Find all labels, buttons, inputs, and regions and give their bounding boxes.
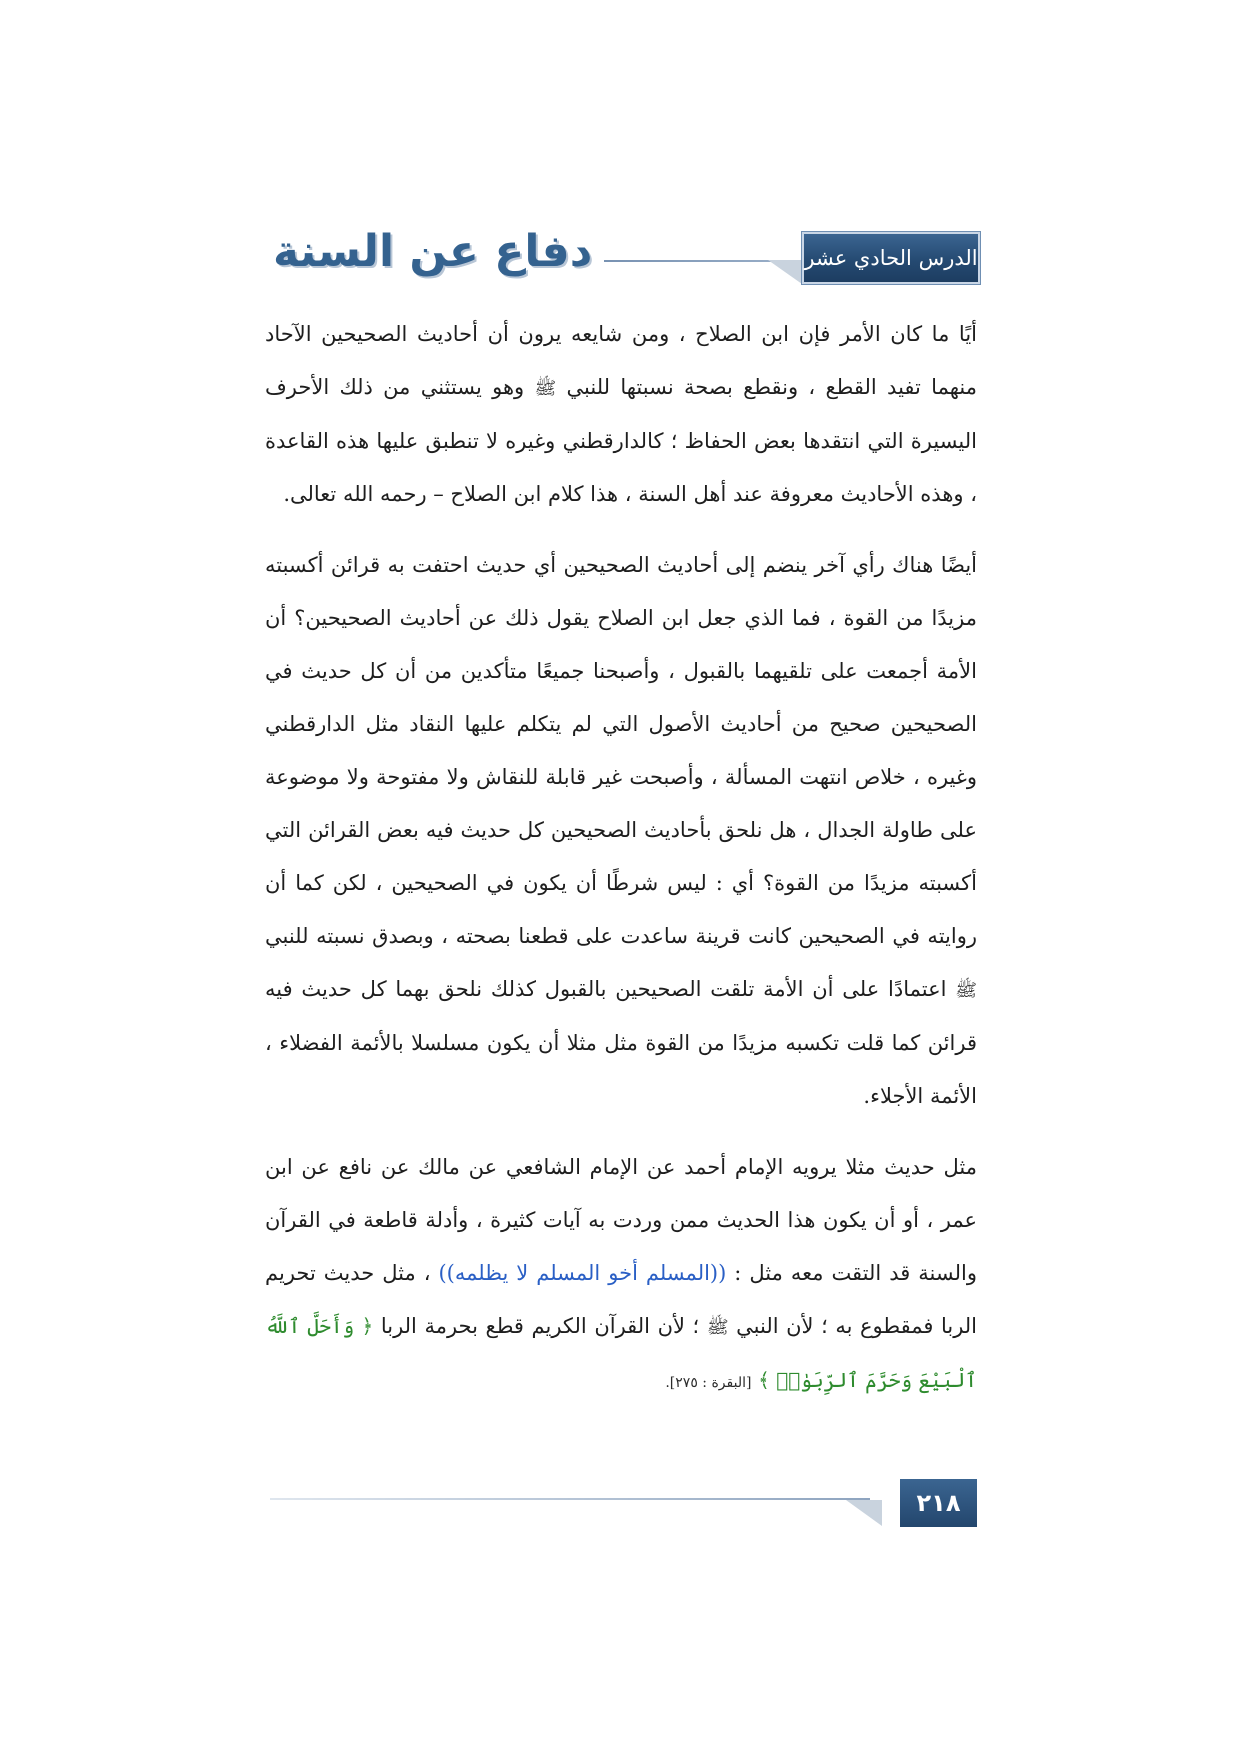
header-divider-wedge — [768, 260, 802, 284]
salawat-glyph: ﷺ — [706, 1317, 729, 1338]
paragraph-1 — [265, 308, 977, 521]
paragraph-2 — [265, 539, 977, 1123]
paragraph-2-text-b: اعتمادًا على أن الأمة تلقت الصحيحين بالقبول كذلك نلحق بهما كل حديث فيه قرائن كما قلت تكسبه مزيدًا من القوة مثل مثلا أن يكون مسلسلا بالأئمة الفضلاء ، الأئمة الأجلاء. — [265, 977, 977, 1108]
paragraph-3 — [265, 1141, 977, 1410]
salawat-glyph: ﷺ — [955, 980, 977, 1001]
page-header — [263, 226, 980, 286]
hadith-quote: ((المسلم أخو المسلم لا يظلمه)) — [438, 1261, 727, 1285]
paragraph-3-text-b: ، مثل حديث تحريم الربا فمقطوع به ؛ لأن النبي — [265, 1261, 978, 1338]
paragraph-1-text-b: وهو يستثني من ذلك الأحرف اليسيرة التي انتقدها بعض الحفاظ ؛ كالدارقطني وغيره لا تنطبق عليها هذه القاعدة ، وهذه الأحاديث معروفة عند أهل السنة ، هذا كلام ابن الصلاح – رحمه الله تعالى. — [265, 375, 977, 506]
page-footer — [270, 1479, 977, 1527]
footer-divider-wedge — [846, 1500, 882, 1526]
paragraph-2-text-a: أيضًا هناك رأي آخر ينضم إلى أحاديث الصحيحين أي حديث احتفت به قرائن أكسبته مزيدًا من القوة ، فما الذي جعل ابن الصلاح يقول ذلك عن أحاديث الصحيحين؟ أن الأمة أجمعت على تلقيهما بالقبول ، وأصبحنا جميعًا متأكدين من أن كل حديث في الصحيحين صحيح من أحاديث الأصول التي لم يتكلم عليها النقاد مثل الدارقطني وغيره ، خلاص انتهت المسألة ، وأصبحت غير قابلة للنقاش ولا مفتوحة ولا موضوعة على طاولة الجدال ، هل نلحق بأحاديث الصحيحين كل حديث فيه بعض القرائن التي أكسبته مزيدًا من القوة؟ أي : ليس شرطًا أن يكون في الصحيحين ، لكن كما أن روايته في الصحيحين كانت قرينة ساعدت على قطعنا بصحته ، وبصدق نسبته للنبي — [265, 553, 977, 948]
paragraph-3-text-c: ؛ لأن القرآن الكريم قطع بحرمة الربا — [380, 1314, 700, 1338]
paragraph-1-text-a: أيًا ما كان الأمر فإن ابن الصلاح ، ومن شايعه يرون أن أحاديث الصحيحين الآحاد منهما تفيد القطع ، ونقطع بصحة نسبتها للنبي — [265, 322, 977, 399]
salawat-glyph: ﷺ — [534, 378, 557, 399]
quran-reference: [البقرة : ٢٧٥]. — [665, 1375, 752, 1391]
page-number: ٢١٨ — [900, 1479, 977, 1527]
quran-verse: ﴿ وَأَحَلَّ ٱللَّهُ ٱلْبَيْعَ وَحَرَّمَ ٱلرِّبَوٰا۟ ﴾ — [265, 1314, 977, 1392]
lesson-badge: الدرس الحادي عشر — [802, 232, 980, 284]
footer-divider-line — [270, 1498, 870, 1500]
book-title: دفاع عن السنة — [273, 226, 593, 277]
paragraph-3-text-a: مثل حديث مثلا يرويه الإمام أحمد عن الإمام الشافعي عن مالك عن نافع عن ابن عمر ، أو أن يكون هذا الحديث ممن وردت به آيات كثيرة ، وأدلة قاطعة في القرآن والسنة قد التقت معه مثل : — [265, 1155, 977, 1285]
body-text — [265, 308, 977, 1428]
